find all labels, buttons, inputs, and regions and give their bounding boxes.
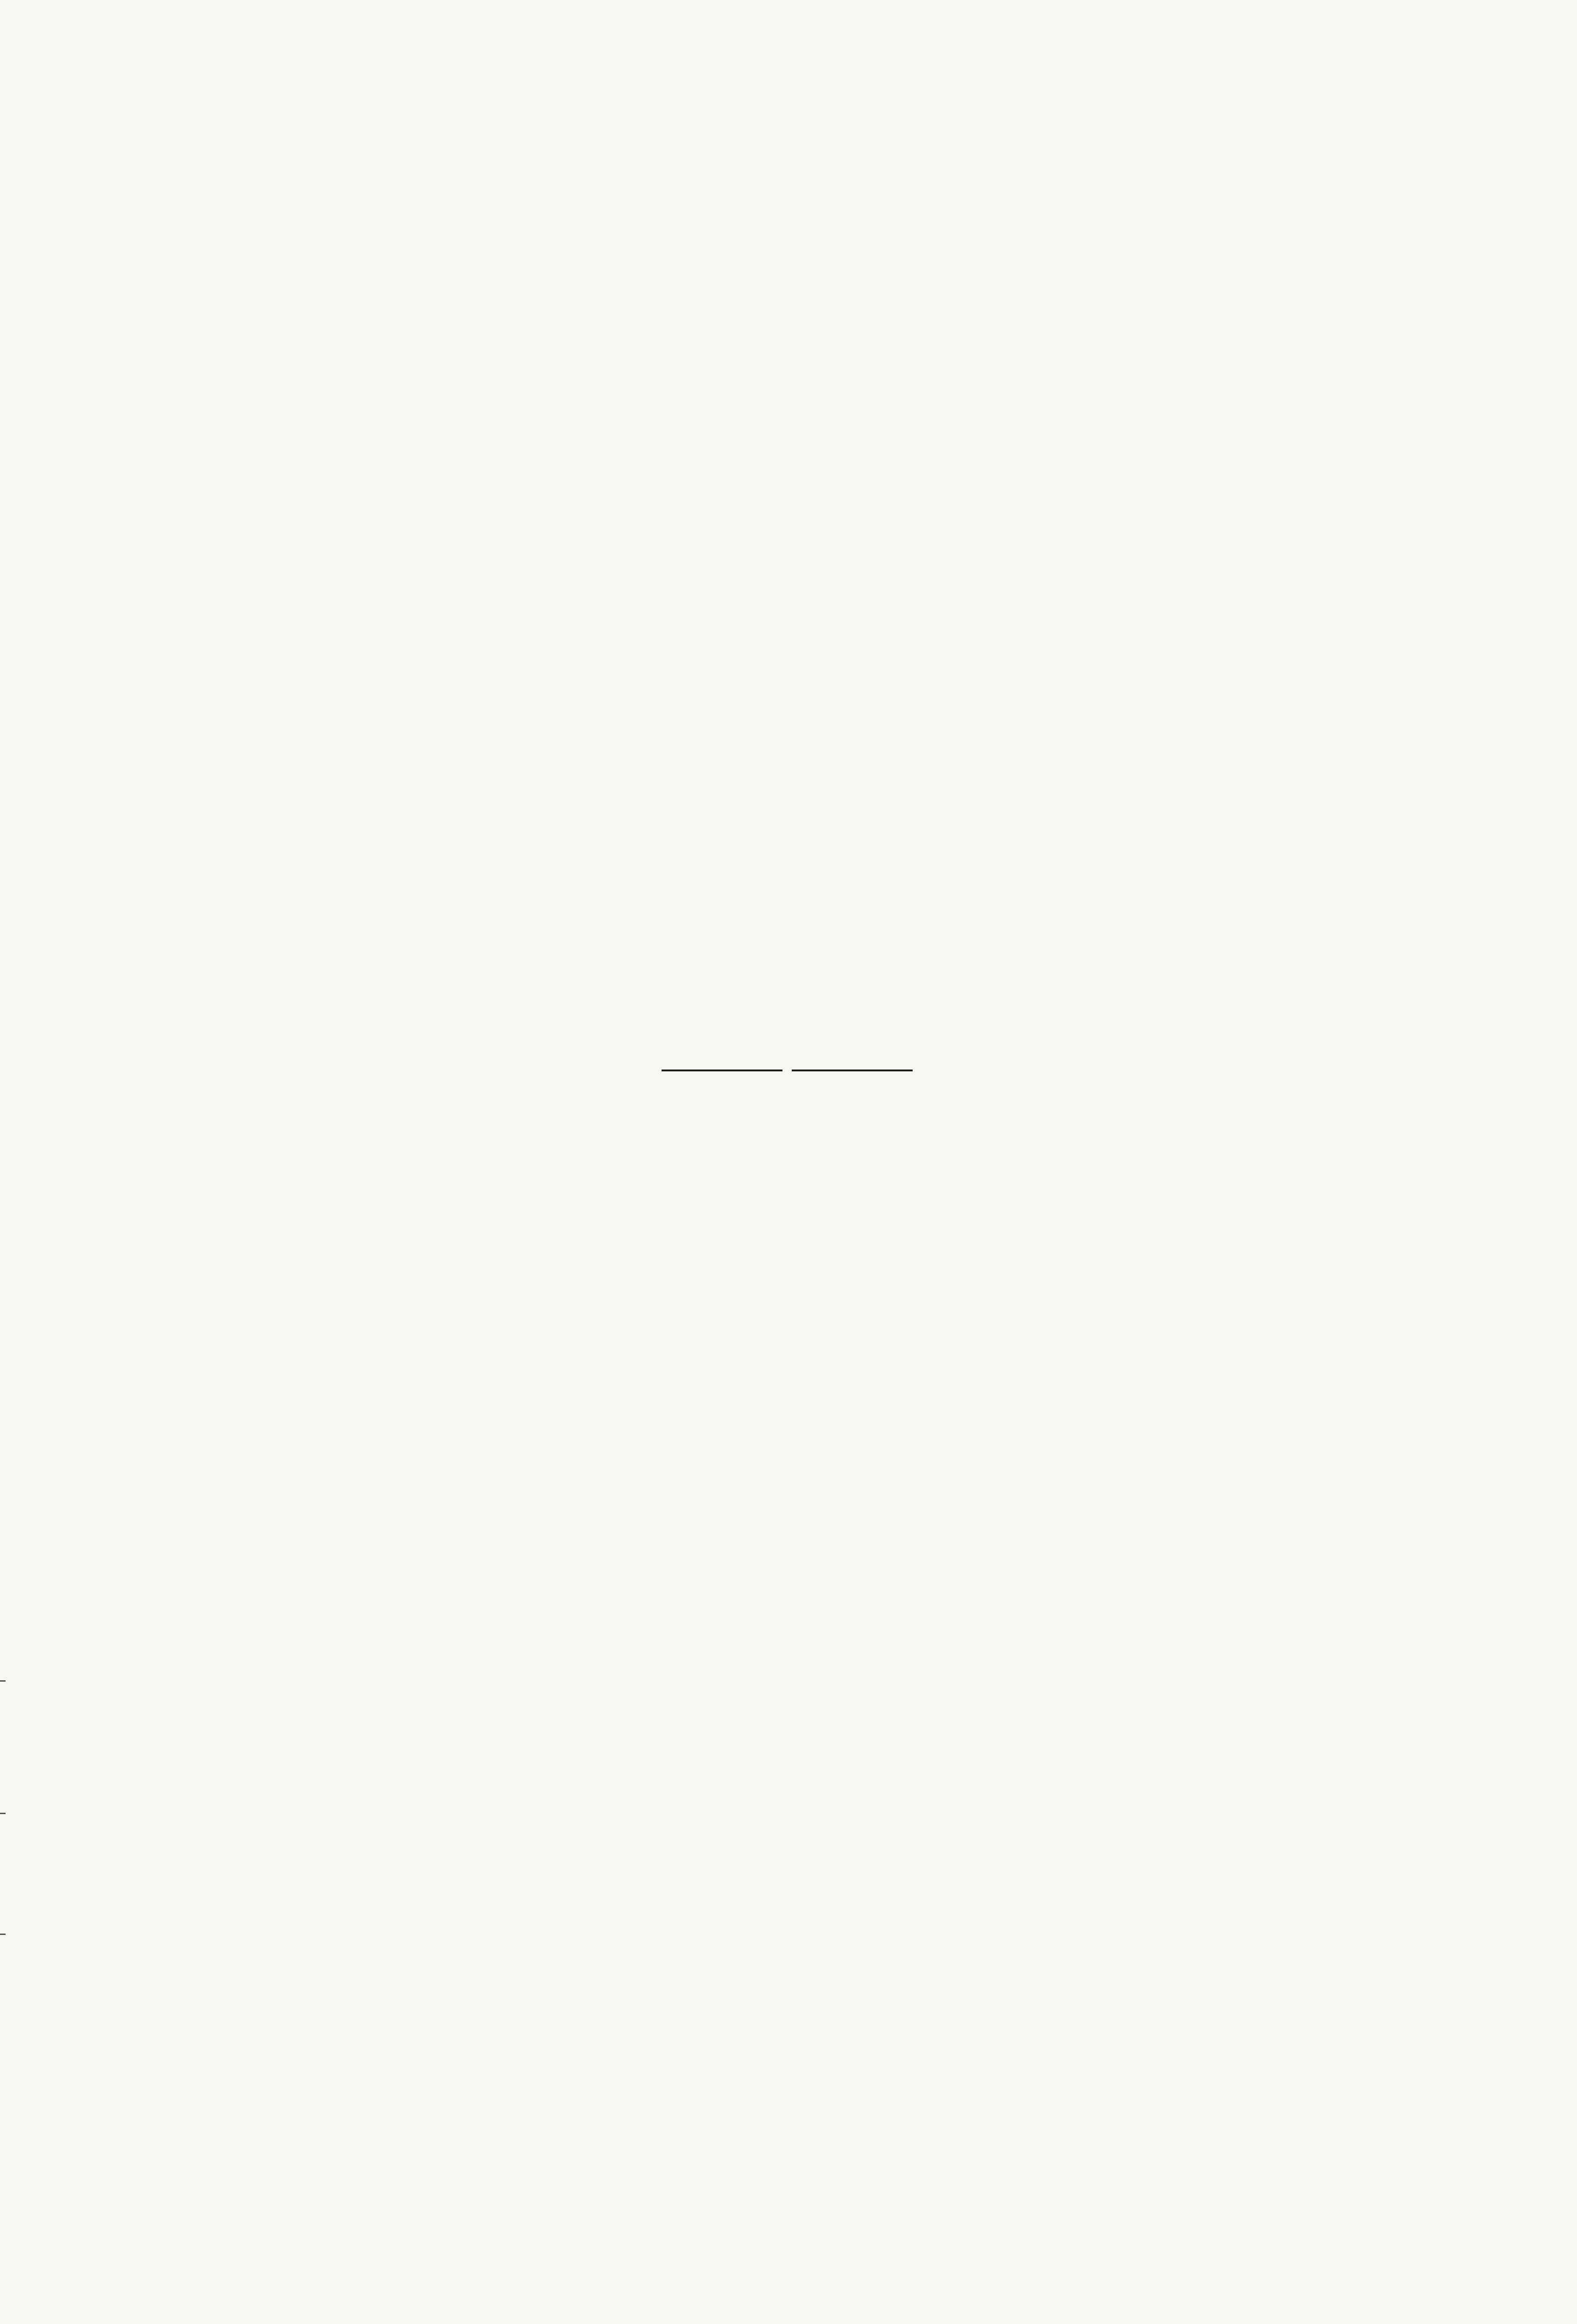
section-divider (653, 1055, 921, 1083)
divider-line-left (662, 1070, 782, 1071)
divider-line-right (792, 1070, 913, 1071)
margin-tick (0, 1680, 6, 1682)
margin-tick (0, 1813, 6, 1814)
margin-tick (0, 1934, 6, 1935)
